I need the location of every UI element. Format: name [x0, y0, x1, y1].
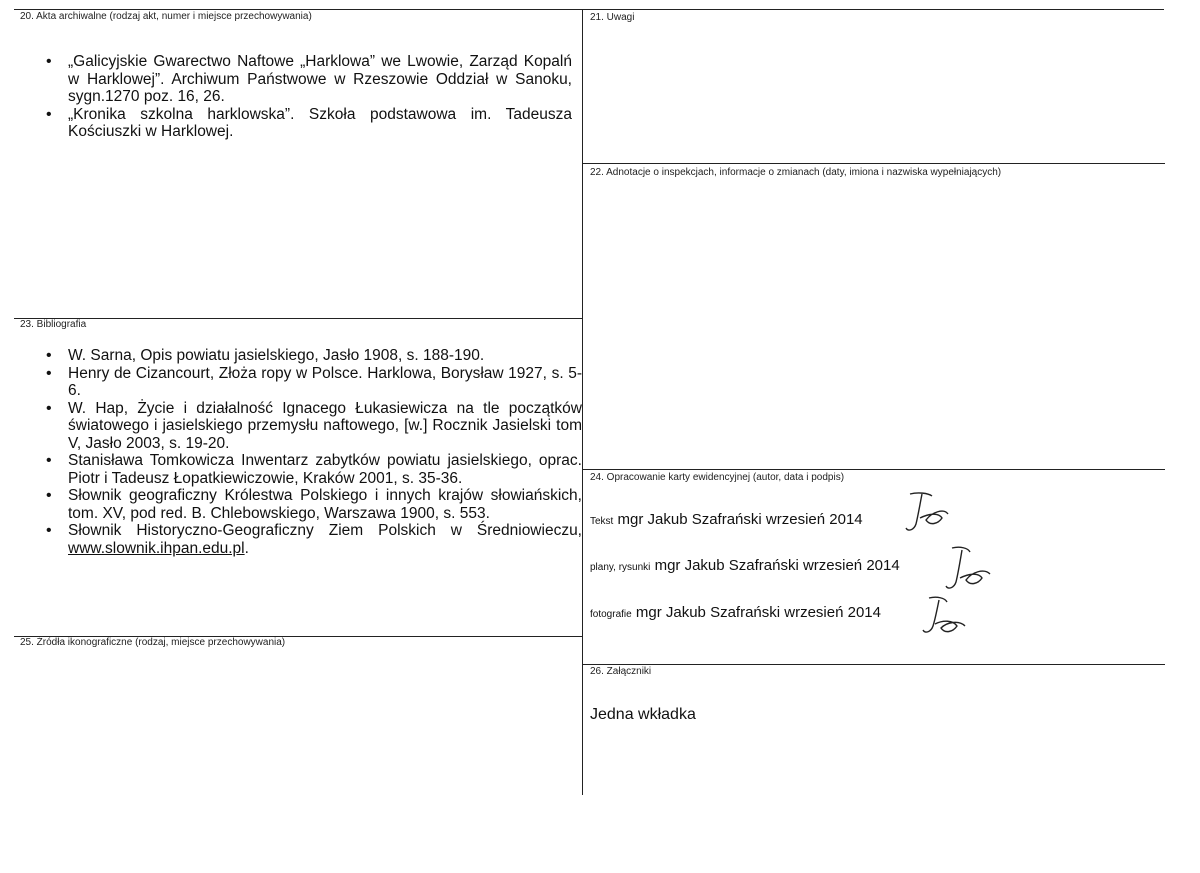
bibliography-item: • W. Hap, Życie i działalność Ignacego Łukasiewicza na tle początków światowego i jasielskiego przemysłu naftowego, [w.] Rocznik Jasielski tom V, Jasło 2003, s. 19-20. — [38, 400, 582, 453]
archive-item: • „Galicyjskie Gwarectwo Naftowe „Harklowa” we Lwowie, Zarząd Kopalń w Harklowej”. Archiwum Państwowe w Rzeszowie Oddział w Sanoku, sygn.1270 poz. 16, 26. — [38, 53, 572, 106]
section-20-label: 20. Akta archiwalne (rodzaj akt, numer i miejsce przechowywania) — [20, 11, 312, 22]
bibliography-item: • Henry de Cizancourt, Złoża ropy w Polsce. Harklowa, Borysław 1927, s. 5-6. — [38, 365, 582, 400]
divider-24-26 — [583, 664, 1165, 665]
bibliography-item: • W. Sarna, Opis powiatu jasielskiego, Jasło 1908, s. 188-190. — [38, 347, 582, 365]
bibliography-item-tail: . — [244, 539, 249, 557]
credit-prefix: plany, rysunki — [590, 562, 651, 573]
archive-item: • „Kronika szkolna harklowska”. Szkoła podstawowa im. Tadeusza Kościuszki w Harklowej. — [38, 106, 572, 141]
section-26-label: 26. Załączniki — [590, 666, 652, 677]
bibliography-link[interactable]: www.slownik.ihpan.edu.pl — [68, 539, 245, 557]
bibliography-item-text: Słownik Historyczno-Geograficzny Ziem Polskich w Średniowieczu, — [68, 522, 582, 539]
credit-value: mgr Jakub Szafrański wrzesień 2014 — [617, 511, 863, 528]
bibliography-item: • Stanisława Tomkowicza Inwentarz zabytków powiatu jasielskiego, oprac. Piotr i Tadeusz Łopatkiewiczowie, Kraków 2001, s. 35-36. — [38, 452, 582, 487]
column-divider — [582, 9, 583, 795]
credit-prefix: fotografie — [590, 609, 632, 620]
top-border — [14, 9, 1164, 10]
divider-22-24 — [583, 469, 1165, 470]
divider-20-23 — [14, 318, 582, 319]
credit-row-text — [590, 511, 863, 528]
section-25-label: 25. Źródła ikonograficzne (rodzaj, miejsce przechowywania) — [20, 637, 286, 648]
credit-row-plans — [590, 557, 900, 574]
signature-3 — [915, 594, 975, 644]
bibliography-item: • Słownik geograficzny Królestwa Polskiego i innych krajów słowiańskich, tom. XV, pod red. B. Chlebowskiego, Warszawa 1900, s. 553. — [38, 487, 582, 522]
divider-21-22 — [583, 163, 1165, 164]
section-22-label: 22. Adnotacje o inspekcjach, informacje o zmianach (daty, imiona i nazwiska wypełniających) — [590, 167, 1002, 178]
attachments-content: Jedna wkładka — [590, 706, 696, 723]
credit-value: mgr Jakub Szafrański wrzesień 2014 — [635, 604, 881, 621]
bibliography-item — [38, 522, 582, 557]
section-23-label: 23. Bibliografia — [20, 319, 87, 330]
section-23-list — [38, 347, 582, 557]
credit-value: mgr Jakub Szafrański wrzesień 2014 — [654, 557, 900, 574]
section-20-list — [38, 53, 572, 141]
section-24-label: 24. Opracowanie karty ewidencyjnej (autor, data i podpis) — [590, 472, 845, 483]
credit-row-photos — [590, 604, 881, 621]
section-21-label: 21. Uwagi — [590, 12, 635, 23]
credit-prefix: Tekst — [590, 516, 614, 527]
signature-1 — [898, 490, 958, 540]
